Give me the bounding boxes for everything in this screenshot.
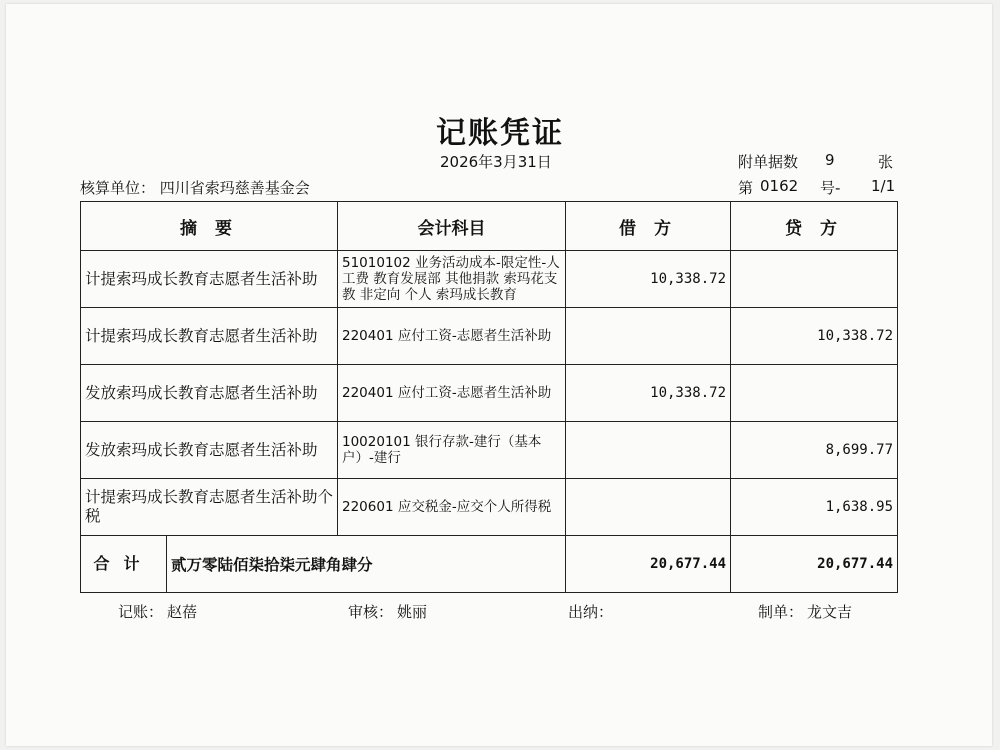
voucher-number-value: 0162: [760, 177, 799, 195]
voucher-date: 2026年3月31日: [440, 153, 552, 171]
entry-account: 10020101 银行存款-建行（基本户）-建行: [338, 422, 566, 479]
entry-account: 220401 应付工资-志愿者生活补助: [338, 365, 566, 422]
entry-debit: [566, 308, 731, 365]
voucher-number-prefix: 第: [738, 179, 754, 197]
entry-debit: 10,338.72: [566, 365, 731, 422]
entry-summary: 计提索玛成长教育志愿者生活补助: [81, 308, 338, 365]
attachment-number: 9: [825, 151, 835, 169]
signature-cashier: [568, 601, 617, 622]
maker-label: 制单：: [758, 603, 804, 621]
voucher-number-suffix: 号-: [820, 179, 841, 197]
total-label: 合计: [81, 536, 167, 592]
entry-summary: 发放索玛成长教育志愿者生活补助: [81, 365, 338, 422]
accounting-unit-name: 四川省索玛慈善基金会: [159, 179, 310, 197]
voucher-page: 1/1: [871, 177, 896, 195]
reviewer-label: 审核：: [348, 603, 394, 621]
entry-credit: [731, 251, 898, 308]
header-credit: 贷 方: [731, 202, 898, 251]
entry-credit: [731, 365, 898, 422]
table-row: [81, 365, 898, 422]
maker-name: 龙文吉: [807, 603, 853, 621]
header-summary: 摘 要: [81, 202, 338, 251]
entry-debit: [566, 422, 731, 479]
entry-summary: 计提索玛成长教育志愿者生活补助: [81, 251, 338, 308]
entry-account: 220401 应付工资-志愿者生活补助: [338, 308, 566, 365]
entry-account: 51010102 业务活动成本-限定性-人工费 教育发展部 其他捐款 索玛花支教 非定向 个人 索玛成长教育: [338, 251, 566, 308]
entry-summary: 发放索玛成长教育志愿者生活补助: [81, 422, 338, 479]
bookkeeper-label: 记账：: [118, 603, 164, 621]
signature-reviewer: [348, 601, 427, 622]
voucher-title: 记账凭证: [436, 116, 564, 151]
entry-credit: 1,638.95: [731, 479, 898, 536]
signature-bookkeeper: [118, 601, 197, 622]
accounting-unit-label: 核算单位：: [80, 179, 156, 197]
attachment-unit: 张: [878, 153, 894, 171]
accounting-unit: [80, 177, 310, 198]
table-row: [81, 308, 898, 365]
entry-debit: 10,338.72: [566, 251, 731, 308]
total-cell: [81, 536, 566, 593]
entry-debit: [566, 479, 731, 536]
attachment-label: 附单据数: [738, 153, 799, 171]
reviewer-name: 姚丽: [397, 603, 428, 621]
entry-credit: 10,338.72: [731, 308, 898, 365]
total-credit: 20,677.44: [731, 536, 898, 593]
table-row: [81, 479, 898, 536]
total-row: [81, 536, 898, 593]
bookkeeper-name: 赵蓓: [167, 603, 198, 621]
header-account: 会计科目: [338, 202, 566, 251]
signature-maker: [758, 601, 852, 622]
cashier-label: 出纳：: [568, 603, 614, 621]
table-header-row: [81, 202, 898, 251]
table-row: [81, 422, 898, 479]
entry-account: 220601 应交税金-应交个人所得税: [338, 479, 566, 536]
entry-summary: 计提索玛成长教育志愿者生活补助个税: [81, 479, 338, 536]
total-amount-words: 贰万零陆佰柒拾柒元肆角肆分: [171, 556, 373, 574]
table-row: [81, 251, 898, 308]
total-debit: 20,677.44: [566, 536, 731, 593]
entry-credit: 8,699.77: [731, 422, 898, 479]
voucher-table: [80, 201, 898, 593]
header-debit: 借 方: [566, 202, 731, 251]
